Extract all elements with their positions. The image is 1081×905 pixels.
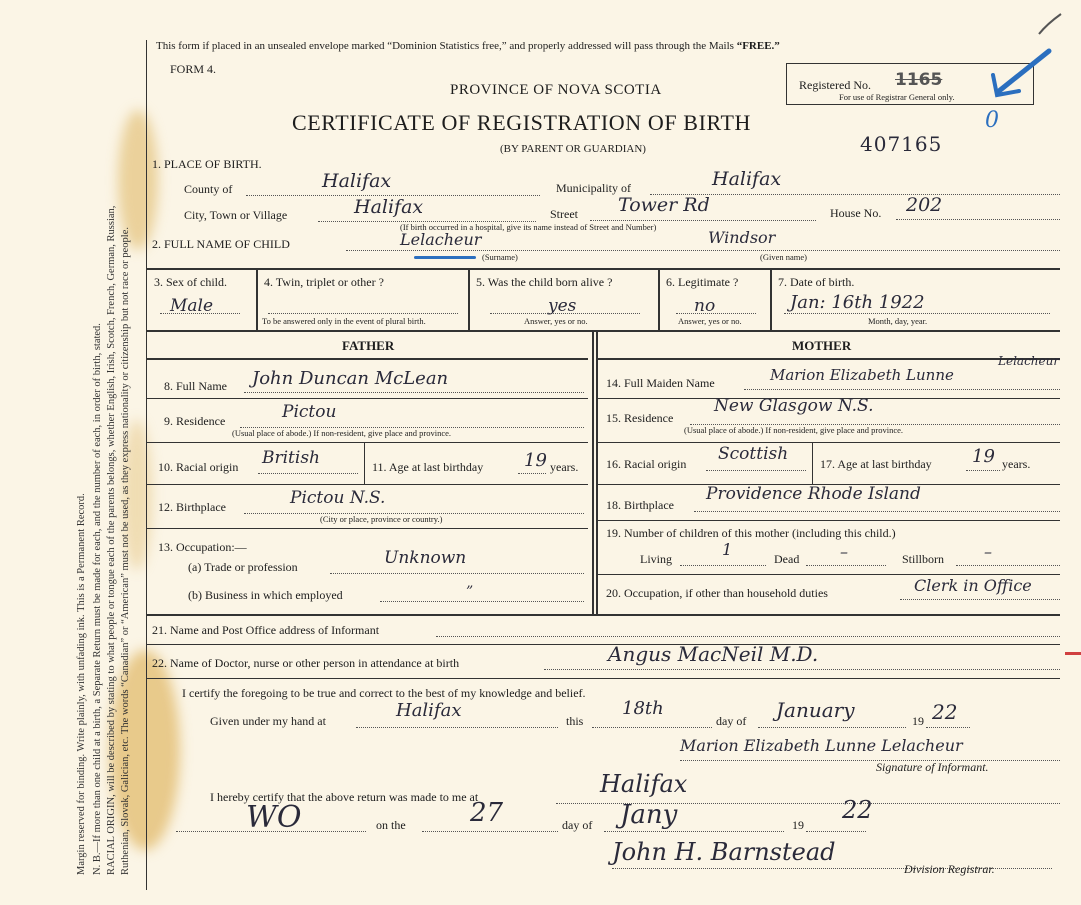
registrar-year: 22 bbox=[842, 796, 873, 824]
registrar-place: Halifax bbox=[600, 770, 688, 798]
mother-birthplace-label: 18. Birthplace bbox=[606, 498, 674, 512]
mother-residence-label: 15. Residence bbox=[606, 411, 674, 425]
registered-number: 1165 bbox=[895, 70, 943, 90]
registered-note: For use of Registrar General only. bbox=[839, 92, 955, 102]
county-label: County of bbox=[184, 182, 233, 196]
handwritten-number: 407165 bbox=[860, 132, 943, 156]
province-heading: PROVINCE OF NOVA SCOTIA bbox=[450, 82, 662, 98]
mother-birthplace: Providence Rhode Island bbox=[706, 484, 921, 504]
house-value: 202 bbox=[906, 194, 943, 216]
father-birthplace-label: 12. Birthplace bbox=[158, 500, 226, 514]
father-residence-note: (Usual place of abode.) If non-resident, give place and province. bbox=[232, 428, 452, 438]
margin-note-2: N. B.—If more than one child at a birth, a Separate Return must be made for each, and the number of each, in order of birth, stated. bbox=[92, 323, 103, 875]
sex-label: 3. Sex of child. bbox=[154, 275, 227, 289]
mother-residence: New Glasgow N.S. bbox=[714, 396, 874, 416]
mother-age-unit: years. bbox=[1002, 457, 1031, 471]
mother-name-extra: Lelacheur bbox=[998, 354, 1060, 368]
father-business: ” bbox=[466, 584, 474, 600]
father-birthplace: Pictou N.S. bbox=[290, 488, 386, 508]
postage-note: This form if placed in an unsealed envelope marked “Dominion Statistics free,” and properly addressed will pass through the Mails “FREE.” bbox=[156, 40, 780, 52]
father-birthplace-note: (City or place, province or country.) bbox=[320, 514, 443, 524]
living-count: 1 bbox=[722, 540, 733, 559]
binding-line bbox=[146, 40, 147, 890]
margin-note-3: RACIAL ORIGIN, will be described by stating to what people or tongue each of the parents belongs, whether English, Irish, Scotch, French, German, Russian, bbox=[106, 205, 117, 875]
certify-year: 22 bbox=[932, 700, 958, 724]
alive-note: Answer, yes or no. bbox=[524, 316, 588, 326]
father-residence: Pictou bbox=[282, 402, 337, 422]
registrar-text: I hereby certify that the above return was made to me at bbox=[210, 790, 479, 804]
surname-caption: (Surname) bbox=[482, 252, 518, 262]
father-trade: Unknown bbox=[384, 548, 467, 568]
mother-heading: MOTHER bbox=[792, 338, 852, 353]
twin-label: 4. Twin, triplet or other ? bbox=[264, 275, 384, 289]
father-name: John Duncan McLean bbox=[252, 368, 449, 389]
father-occupation-label: 13. Occupation:— bbox=[158, 540, 247, 554]
alive-value: yes bbox=[548, 296, 577, 316]
municipality-value: Halifax bbox=[712, 168, 782, 190]
informant-signature-caption: Signature of Informant. bbox=[876, 760, 989, 774]
blue-underline bbox=[414, 256, 476, 259]
father-racial-label: 10. Racial origin bbox=[158, 460, 239, 474]
stillborn-count: – bbox=[984, 542, 992, 561]
mother-name: Marion Elizabeth Lunne bbox=[770, 366, 954, 384]
blue-arrow-icon bbox=[985, 45, 1055, 105]
margin-note-1: Margin reserved for binding. Write plainly, with unfading ink. This is a Permanent Record. bbox=[76, 493, 87, 875]
blue-mark: 0 bbox=[985, 108, 999, 133]
tick-mark-icon bbox=[1035, 10, 1065, 40]
child-given-name: Windsor bbox=[708, 228, 776, 247]
father-age-label: 11. Age at last birthday bbox=[372, 460, 484, 474]
street-label: Street bbox=[550, 207, 578, 221]
mother-racial-label: 16. Racial origin bbox=[606, 457, 687, 471]
father-racial: British bbox=[262, 448, 320, 468]
trade-label: (a) Trade or profession bbox=[188, 560, 298, 574]
hospital-note: (If birth occurred in a hospital, give its name instead of Street and Number) bbox=[400, 222, 657, 232]
mother-occupation-label: 20. Occupation, if other than household duties bbox=[606, 586, 828, 600]
county-value: Halifax bbox=[322, 170, 392, 192]
red-edge-mark bbox=[1065, 652, 1081, 655]
informant-label: 21. Name and Post Office address of Informant bbox=[152, 623, 380, 637]
house-label: House No. bbox=[830, 206, 882, 220]
children-count-label: 19. Number of children of this mother (including this child.) bbox=[606, 526, 896, 540]
father-heading: FATHER bbox=[342, 338, 395, 353]
registrar-day: 27 bbox=[470, 798, 504, 828]
legitimate-value: no bbox=[694, 296, 716, 316]
sex-value: Male bbox=[170, 296, 214, 316]
informant-signature: Marion Elizabeth Lunne Lelacheur bbox=[680, 736, 963, 755]
stillborn-label: Stillborn bbox=[902, 552, 945, 566]
certify-day: 18th bbox=[622, 698, 664, 719]
given-under-label: Given under my hand at bbox=[210, 714, 326, 728]
given-caption: (Given name) bbox=[760, 252, 807, 262]
doctor-value: Angus MacNeil M.D. bbox=[608, 642, 819, 666]
margin-note-4: Ruthenian, Slovak, Galician, etc. The words “Canadian” or “American” must not be used, as they express nationality or citizenship but not race or people. bbox=[120, 227, 131, 875]
certificate-subtitle: (BY PARENT OR GUARDIAN) bbox=[500, 143, 646, 155]
child-surname: Lelacheur bbox=[400, 230, 482, 249]
day-of-label: day of bbox=[716, 714, 747, 728]
on-the-label: on the bbox=[376, 818, 406, 832]
certify-text: I certify the foregoing to be true and correct to the best of my knowledge and belief. bbox=[182, 686, 586, 700]
city-label: City, Town or Village bbox=[184, 208, 288, 222]
mother-age-label: 17. Age at last birthday bbox=[820, 457, 932, 471]
alive-label: 5. Was the child born alive ? bbox=[476, 275, 613, 289]
father-age: 19 bbox=[524, 450, 547, 471]
dead-label: Dead bbox=[774, 552, 800, 566]
registered-label: Registered No. bbox=[799, 78, 871, 92]
certificate-title: CERTIFICATE OF REGISTRATION OF BIRTH bbox=[292, 110, 751, 135]
registrar-initials: WO bbox=[246, 800, 302, 835]
father-name-label: 8. Full Name bbox=[164, 379, 227, 393]
certify-month: January bbox=[776, 698, 855, 722]
dob-note: Month, day, year. bbox=[868, 316, 928, 326]
living-label: Living bbox=[640, 552, 672, 566]
doctor-label: 22. Name of Doctor, nurse or other person in attendance at birth bbox=[152, 656, 460, 670]
legitimate-label: 6. Legitimate ? bbox=[666, 275, 739, 289]
mother-occupation: Clerk in Office bbox=[914, 576, 1032, 595]
twin-note: To be answered only in the event of plural birth. bbox=[262, 316, 426, 326]
dead-count: – bbox=[840, 542, 848, 561]
street-value: Tower Rd bbox=[618, 194, 710, 216]
registrar-caption: Division Registrar. bbox=[904, 862, 995, 876]
registrar-year-prefix: 19 bbox=[792, 818, 804, 832]
registrar-month: Jany bbox=[620, 800, 678, 830]
municipality-label: Municipality of bbox=[556, 181, 631, 195]
this-label: this bbox=[566, 714, 584, 728]
dob-label: 7. Date of birth. bbox=[778, 275, 855, 289]
registrar-day-of-label: day of bbox=[562, 818, 593, 832]
business-label: (b) Business in which employed bbox=[188, 588, 343, 602]
certify-place: Halifax bbox=[396, 700, 462, 721]
form-number: FORM 4. bbox=[170, 62, 217, 76]
dob-value: Jan: 16th 1922 bbox=[790, 292, 925, 313]
place-of-birth-heading: 1. PLACE OF BIRTH. bbox=[152, 157, 262, 171]
child-name-label: 2. FULL NAME OF CHILD bbox=[152, 237, 290, 251]
mother-name-label: 14. Full Maiden Name bbox=[606, 376, 715, 390]
father-residence-label: 9. Residence bbox=[164, 414, 226, 428]
registrar-signature: John H. Barnstead bbox=[612, 838, 836, 866]
father-age-unit: years. bbox=[550, 460, 579, 474]
legitimate-note: Answer, yes or no. bbox=[678, 316, 742, 326]
mother-age: 19 bbox=[972, 446, 995, 467]
mother-racial: Scottish bbox=[718, 444, 789, 464]
city-value: Halifax bbox=[354, 196, 424, 218]
certify-year-prefix: 19 bbox=[912, 714, 924, 728]
mother-residence-note: (Usual place of abode.) If non-resident, give place and province. bbox=[684, 425, 904, 435]
